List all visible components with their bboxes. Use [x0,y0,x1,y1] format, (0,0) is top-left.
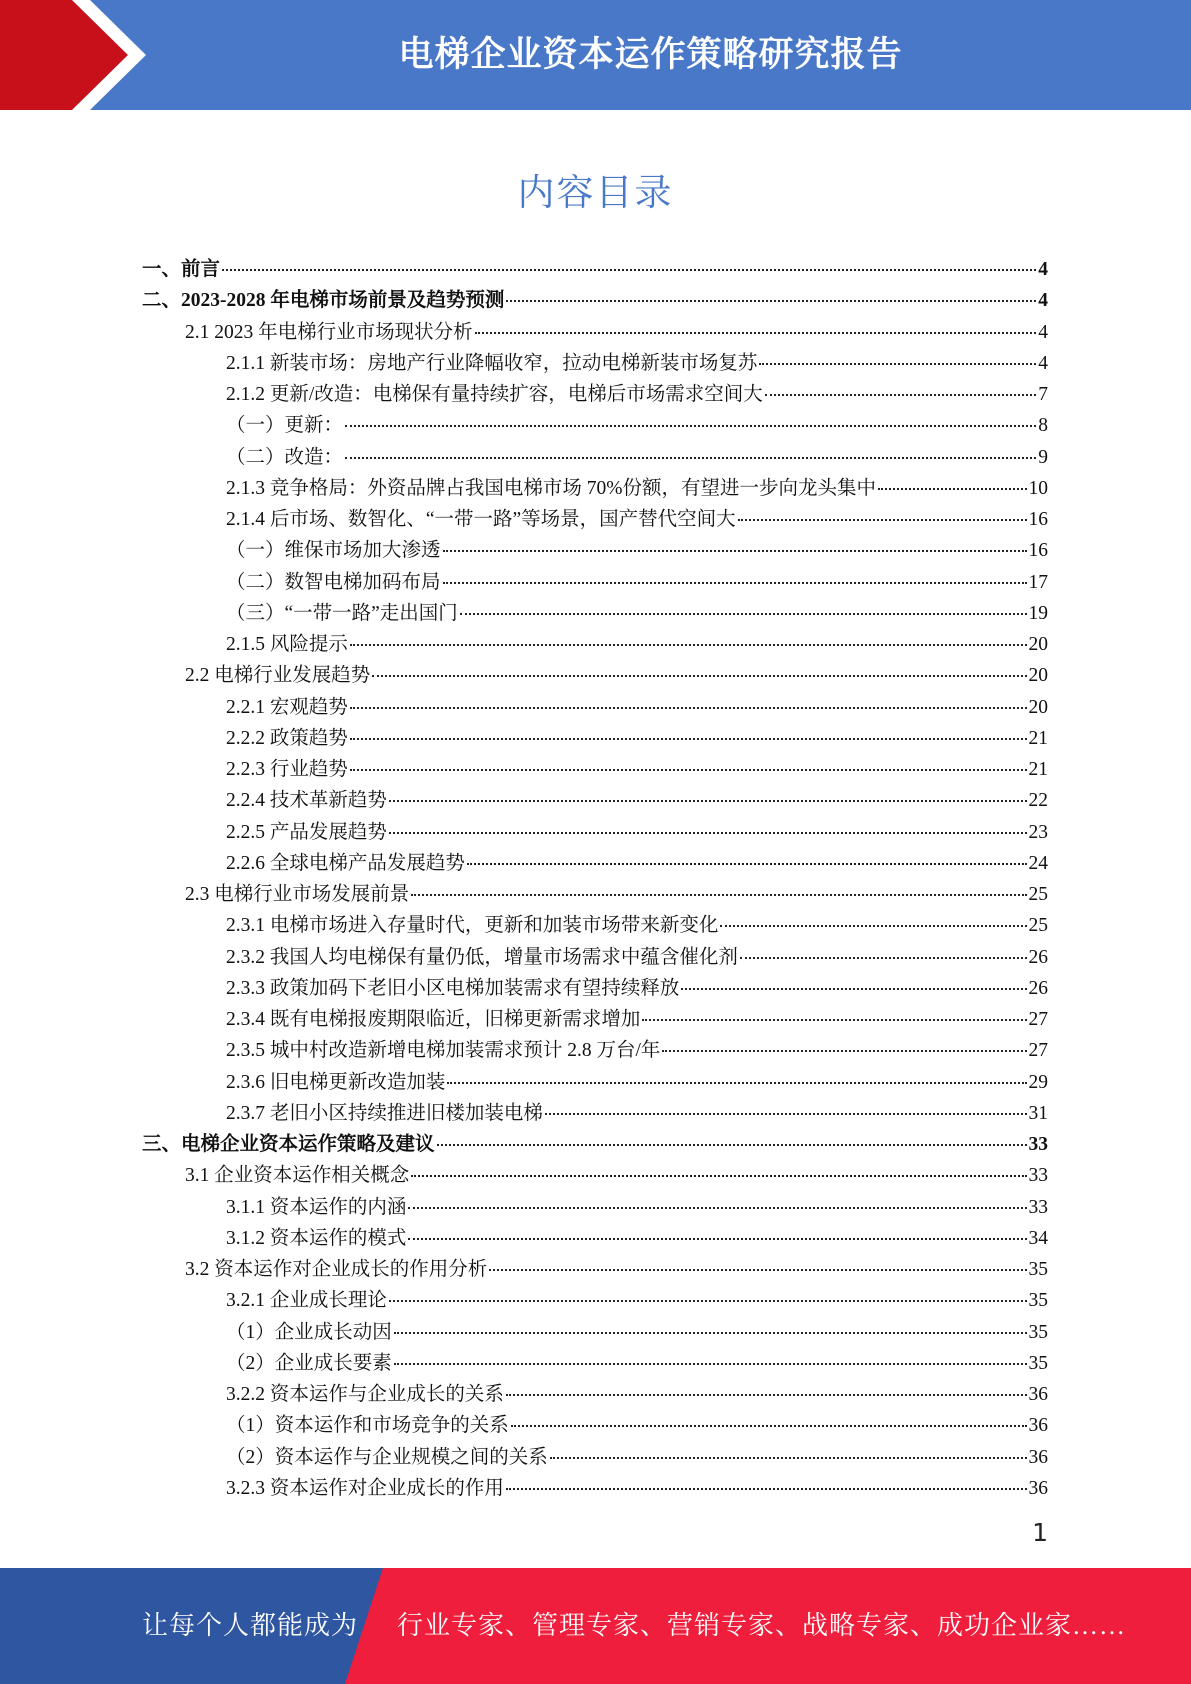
toc-dot-leader [460,613,1027,615]
toc-dot-leader [878,488,1027,490]
header-banner [0,0,1191,110]
toc-entry[interactable] [142,378,1048,409]
toc-entry-label: 2.3.2 我国人均电梯保有量仍低，增量市场需求中蕴含催化剂 [226,946,738,968]
toc-dot-leader [411,1175,1026,1177]
toc-dot-leader [389,832,1027,834]
toc-entry-page: 7 [1038,384,1048,405]
toc-dot-leader [545,1113,1027,1115]
table-of-contents [142,253,1048,1503]
toc-entry[interactable] [142,784,1048,815]
toc-entry-page: 4 [1038,321,1048,343]
toc-entry-page: 35 [1028,1290,1048,1312]
toc-dot-leader [443,550,1027,552]
toc-entry-label: （一）更新： [226,415,344,437]
toc-entry[interactable] [142,1284,1048,1315]
toc-entry-page: 27 [1028,1009,1048,1030]
toc-entry-page: 29 [1028,1071,1048,1093]
toc-entry-label: 3.1.1 资本运作的内涵 [226,1196,407,1218]
toc-dot-leader [511,1425,1027,1427]
toc-dot-leader [765,394,1036,396]
toc-entry-page: 33 [1028,1196,1048,1218]
footer-slogan-left: 让每个人都能成为 [142,1611,359,1640]
toc-entry-page: 27 [1028,1040,1048,1062]
toc-dot-leader [447,1082,1026,1084]
toc-entry[interactable] [142,1472,1048,1503]
toc-entry-page: 34 [1028,1227,1048,1249]
toc-entry-label: （三）“一带一路”走出国门 [226,602,458,624]
toc-entry[interactable] [142,691,1048,722]
toc-dot-leader [443,582,1027,584]
toc-entry-label: （一）维保市场加大渗透 [226,540,441,562]
toc-dot-leader [467,863,1027,865]
toc-entry[interactable] [142,316,1048,347]
toc-entry-label: 2.2.5 产品发展趋势 [226,821,387,843]
toc-entry[interactable] [142,472,1048,503]
toc-entry[interactable] [142,1066,1048,1097]
toc-entry-label: 2.3.4 既有电梯报废期限临近，旧梯更新需求增加 [226,1009,641,1030]
toc-entry[interactable] [142,1409,1048,1440]
toc-entry-label: 3.2.1 企业成长理论 [226,1290,387,1312]
toc-entry-page: 16 [1028,509,1048,530]
toc-dot-leader [372,675,1026,677]
toc-entry-page: 22 [1028,790,1048,812]
toc-entry[interactable] [142,1097,1048,1128]
toc-entry-page: 25 [1028,884,1048,905]
toc-dot-leader [350,644,1027,646]
toc-entry-label: 2.2.3 行业趋势 [226,759,348,780]
toc-entry[interactable] [142,909,1048,940]
toc-entry[interactable] [142,1222,1048,1253]
toc-entry[interactable] [142,1378,1048,1409]
toc-entry-label: 2.2.1 宏观趋势 [226,696,348,718]
toc-entry-label: 3.2 资本运作对企业成长的作用分析 [185,1259,488,1280]
toc-entry-label: 三、电梯企业资本运作策略及建议 [142,1134,435,1155]
toc-entry[interactable] [142,722,1048,753]
toc-entry-label: 3.1 企业资本运作相关概念 [185,1165,410,1187]
toc-entry[interactable] [142,441,1048,472]
toc-entry-label: 2.1.1 新装市场：房地产行业降幅收窄，拉动电梯新装市场复苏 [226,352,758,374]
toc-entry-label: 2.1.2 更新/改造：电梯保有量持续扩容，电梯后市场需求空间大 [226,384,763,405]
toc-entry[interactable] [142,566,1048,597]
toc-entry[interactable] [142,1441,1048,1472]
page-number: 1 [1032,1518,1048,1547]
toc-entry-page: 20 [1028,634,1048,655]
toc-entry[interactable] [142,284,1048,315]
toc-entry-label: 2.1.3 竞争格局：外资品牌占我国电梯市场 70%份额，有望进一步向龙头集中 [226,477,876,499]
toc-entry-page: 4 [1038,290,1048,312]
toc-entry-page: 16 [1028,540,1048,562]
toc-entry-page: 35 [1028,1259,1048,1280]
toc-entry-page: 35 [1028,1352,1048,1374]
toc-entry[interactable] [142,628,1048,659]
toc-entry-label: （二）数智电梯加码布局 [226,571,441,593]
toc-entry-page: 21 [1028,727,1048,749]
toc-entry-page: 36 [1028,1477,1048,1499]
toc-dot-leader [506,1394,1027,1396]
toc-entry-page: 36 [1028,1446,1048,1468]
toc-entry-label: 2.1 2023 年电梯行业市场现状分析 [185,321,473,343]
toc-dot-leader [738,519,1027,521]
toc-entry-label: 3.2.2 资本运作与企业成长的关系 [226,1384,504,1405]
toc-entry[interactable] [142,1159,1048,1190]
toc-entry-page: 4 [1038,259,1048,280]
toc-entry-label: （2）企业成长要素 [226,1352,392,1374]
toc-entry[interactable] [142,1316,1048,1347]
toc-dot-leader [350,769,1027,771]
toc-dot-leader [642,1019,1026,1021]
toc-entry[interactable] [142,1034,1048,1065]
toc-entry-page: 17 [1028,571,1048,593]
toc-entry-label: 2.3.5 城中村改造新增电梯加装需求预计 2.8 万台/年 [226,1040,661,1062]
toc-entry-page: 24 [1028,852,1048,874]
toc-dot-leader [345,457,1036,459]
toc-entry[interactable] [142,1347,1048,1378]
toc-dot-leader [389,1300,1027,1302]
toc-entry-label: 2.3.7 老旧小区持续推进旧楼加装电梯 [226,1102,543,1124]
toc-entry-page: 20 [1028,696,1048,718]
toc-entry-label: 2.2.2 政策趋势 [226,727,348,749]
toc-entry[interactable] [142,347,1048,378]
toc-entry-label: 2.1.5 风险提示 [226,634,348,655]
footer-banner [0,1568,1191,1684]
toc-dot-leader [411,894,1026,896]
toc-entry-label: 2.1.4 后市场、数智化、“一带一路”等场景，国产替代空间大 [226,509,736,530]
toc-entry-label: 二、2023-2028 年电梯市场前景及趋势预测 [142,290,505,312]
toc-dot-leader [720,925,1026,927]
toc-dot-leader [408,1238,1026,1240]
toc-dot-leader [389,800,1027,802]
toc-entry[interactable] [142,1253,1048,1284]
toc-entry-label: 2.2 电梯行业发展趋势 [185,665,371,687]
toc-dot-leader [394,1332,1027,1334]
toc-entry-label: 2.3.3 政策加码下老旧小区电梯加装需求有望持续释放 [226,977,680,999]
toc-entry[interactable] [142,847,1048,878]
toc-entry-page: 23 [1028,821,1048,843]
toc-dot-leader [475,332,1037,334]
toc-entry[interactable] [142,878,1048,909]
toc-dot-leader [662,1050,1026,1052]
toc-entry-page: 33 [1028,1134,1048,1155]
toc-heading: 内容目录 [517,171,674,214]
toc-entry-page: 8 [1038,415,1048,437]
report-title: 电梯企业资本运作策略研究报告 [398,35,903,75]
toc-dot-leader [506,1488,1027,1490]
toc-entry-page: 31 [1028,1102,1048,1124]
toc-dot-leader [506,300,1036,302]
toc-entry[interactable] [142,659,1048,690]
toc-entry[interactable] [142,941,1048,972]
toc-entry-page: 4 [1038,352,1048,374]
toc-entry-page: 9 [1038,446,1048,468]
toc-entry-label: 一、前言 [142,259,221,280]
toc-entry-page: 33 [1028,1165,1048,1187]
toc-entry-label: （1）企业成长动因 [226,1321,392,1343]
toc-entry[interactable] [142,1191,1048,1222]
toc-entry-label: 2.2.6 全球电梯产品发展趋势 [226,852,465,874]
toc-entry[interactable] [142,503,1048,534]
toc-entry-label: 3.1.2 资本运作的模式 [226,1227,407,1249]
toc-entry-label: （二）改造： [226,446,344,468]
toc-dot-leader [550,1457,1027,1459]
toc-entry-label: 2.2.4 技术革新趋势 [226,790,387,812]
toc-entry[interactable] [142,409,1048,440]
toc-entry-label: 3.2.3 资本运作对企业成长的作用 [226,1477,504,1499]
toc-dot-leader [408,1207,1026,1209]
toc-entry[interactable] [142,253,1048,284]
toc-entry[interactable] [142,1128,1048,1159]
toc-entry[interactable] [142,534,1048,565]
toc-dot-leader [437,1144,1027,1146]
toc-dot-leader [350,738,1027,740]
toc-dot-leader [489,1269,1026,1271]
toc-dot-leader [740,957,1027,959]
toc-entry-page: 19 [1028,602,1048,624]
toc-entry-page: 21 [1028,759,1048,780]
toc-entry-page: 20 [1028,665,1048,687]
toc-entry[interactable] [142,972,1048,1003]
toc-entry-page: 25 [1028,915,1048,937]
toc-dot-leader [222,269,1036,271]
toc-entry-label: 2.3.6 旧电梯更新改造加装 [226,1071,446,1093]
toc-entry-label: （2）资本运作与企业规模之间的关系 [226,1446,548,1468]
toc-entry-label: （1）资本运作和市场竞争的关系 [226,1415,509,1437]
toc-entry[interactable] [142,1003,1048,1034]
toc-entry-page: 36 [1028,1384,1048,1405]
toc-dot-leader [350,707,1027,709]
toc-entry-label: 2.3.1 电梯市场进入存量时代，更新和加装市场带来新变化 [226,915,719,937]
toc-entry[interactable] [142,753,1048,784]
toc-entry-page: 35 [1028,1321,1048,1343]
toc-entry-page: 10 [1028,477,1048,499]
toc-entry-label: 2.3 电梯行业市场发展前景 [185,884,410,905]
toc-dot-leader [759,363,1036,365]
toc-entry-page: 26 [1028,946,1048,968]
toc-entry-page: 26 [1028,977,1048,999]
toc-dot-leader [681,988,1026,990]
footer-slogan-right: 行业专家、管理专家、营销专家、战略专家、成功企业家…… [397,1611,1127,1640]
toc-entry[interactable] [142,816,1048,847]
toc-dot-leader [394,1363,1027,1365]
toc-entry[interactable] [142,597,1048,628]
toc-entry-page: 36 [1028,1415,1048,1437]
toc-dot-leader [345,425,1036,427]
